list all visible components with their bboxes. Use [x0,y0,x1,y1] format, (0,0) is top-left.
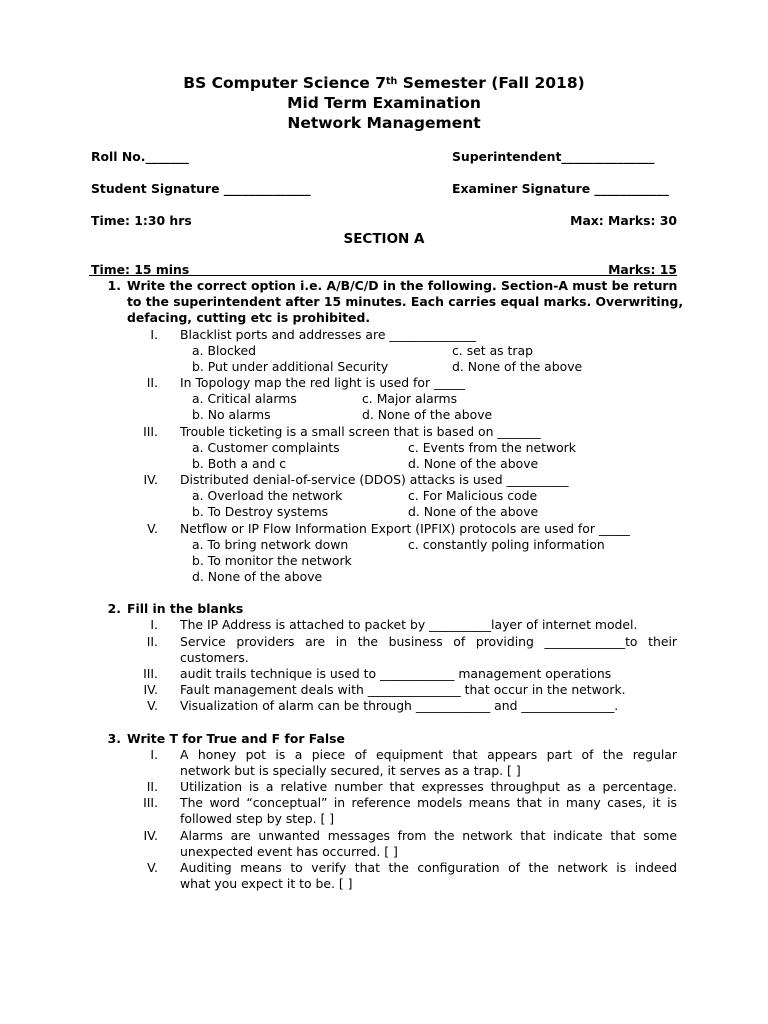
q1-item-option-b: b. To Destroy systems [192,504,329,519]
q2-item-numeral: III. [143,666,158,681]
q3-item-text-cont: what you expect it to be. [ ] [180,876,353,891]
q1-item-option-c: c. For Malicious code [408,488,538,503]
q1-item-option-d: d. None of the above [408,504,539,519]
q1-item-question: Distributed denial-of-service (DDOS) attacks is used __________ [180,472,569,487]
q3-item-numeral: II. [146,779,158,794]
q1-item-option-a: a. To bring network down [192,537,349,552]
q3-item-numeral: IV. [143,828,158,843]
q1-item-option-a: a. Critical alarms [192,391,297,406]
section-a-title: SECTION A [343,231,425,247]
q1-item-option-c: c. Major alarms [362,391,458,406]
title-course: BS Computer Science 7 [183,74,386,92]
q3-title: Write T for True and F for False [127,731,345,746]
q1-item-question: Trouble ticketing is a small screen that is based on _______ [180,424,541,439]
q2-item-text: audit trails technique is used to ____________ management operations [180,666,612,681]
title-superscript: th [386,76,398,87]
section-a-time: Time: 15 mins [91,262,190,277]
section-a-marks: Marks: 15 [608,262,677,277]
q3-number: 3. [107,731,121,746]
q1-item-question: Netflow or IP Flow Information Export (IPFIX) protocols are used for _____ [180,521,630,536]
q3-item-text-cont: followed step by step. [ ] [180,811,335,826]
q1-item-option-d: d. None of the above [408,456,539,471]
q2-item-numeral: IV. [143,682,158,697]
q1-item-option-b: b. Put under additional Security [192,359,389,374]
q2-item-text: Fault management deals with _______________ that occur in the network. [180,682,626,697]
q1-item-option-d: d. None of the above [452,359,583,374]
exam-time: Time: 1:30 hrs [91,213,192,228]
q1-item-option-a: a. Customer complaints [192,440,340,455]
q1-item-option-c: c. constantly poling information [408,537,605,552]
q1-instruction-line2: to the superintendent after 15 minutes. Each carries equal marks. Overwriting, [127,294,684,309]
q3-item-text: The word “conceptual” in reference models means that in many cases, it is [180,795,677,810]
q1-item-option-d: d. None of the above [362,407,493,422]
q1-item-option-b: b. To monitor the network [192,553,352,568]
q1-item-question: In Topology map the red light is used for _____ [180,375,466,390]
q3-item-text: Alarms are unwanted messages from the network that indicate that some [180,828,677,843]
q1-number: 1. [107,278,121,293]
student-signature-field: Student Signature ______________ [91,181,311,196]
q3-item-text: Utilization is a relative number that expresses throughput as a percentage. [180,779,677,794]
q1-item-numeral: II. [146,375,158,390]
q2-item-numeral: V. [147,698,158,713]
q3-item-text-cont: unexpected event has occurred. [ ] [180,844,398,859]
roll-no-field: Roll No._______ [91,149,189,164]
q1-instruction-line1: Write the correct option i.e. A/B/C/D in the following. Section-A must be return [127,278,678,293]
q1-item-numeral: III. [143,424,158,439]
q1-item-question: Blacklist ports and addresses are ______________ [180,327,477,342]
max-marks: Max: Marks: 30 [570,213,677,228]
q3-item-text-cont: network but is specially secured, it serves as a trap. [ ] [180,763,521,778]
exam-title-line1 [0,73,768,93]
q1-item-numeral: I. [150,327,158,342]
q2-item-numeral: I. [150,617,158,632]
q1-item-option-a: a. Overload the network [192,488,343,503]
q1-item-option-c: c. Events from the network [408,440,576,455]
q1-item-option-b: b. Both a and c [192,456,287,471]
exam-title-line2: Mid Term Examination [287,94,481,112]
q3-item-numeral: III. [143,795,158,810]
q3-item-numeral: I. [150,747,158,762]
q2-item-text: Service providers are in the business of providing _____________to their [180,634,677,649]
q2-item-text: Visualization of alarm can be through ____________ and _______________. [180,698,619,713]
q2-item-text: The IP Address is attached to packet by __________layer of internet model. [180,617,638,632]
q2-title: Fill in the blanks [127,601,244,616]
section-a-divider [89,275,677,276]
exam-title-line3: Network Management [287,114,481,132]
examiner-signature-field: Examiner Signature ____________ [452,181,669,196]
q3-item-numeral: V. [147,860,158,875]
q2-item-numeral: II. [146,634,158,649]
q1-instruction-line3: defacing, cutting etc is prohibited. [127,310,371,325]
title-semester: Semester (Fall 2018) [397,74,585,92]
q2-number: 2. [107,601,121,616]
q1-item-option-d: d. None of the above [192,569,323,584]
q3-item-text: Auditing means to verify that the configuration of the network is indeed [180,860,677,875]
q1-item-option-c: c. set as trap [452,343,533,358]
q1-item-numeral: IV. [143,472,158,487]
q1-item-option-b: b. No alarms [192,407,271,422]
q2-item-text-cont: customers. [180,650,249,665]
q1-item-numeral: V. [147,521,158,536]
superintendent-field: Superintendent_______________ [452,149,655,164]
q3-item-text: A honey pot is a piece of equipment that appears part of the regular [180,747,677,762]
q1-item-option-a: a. Blocked [192,343,257,358]
